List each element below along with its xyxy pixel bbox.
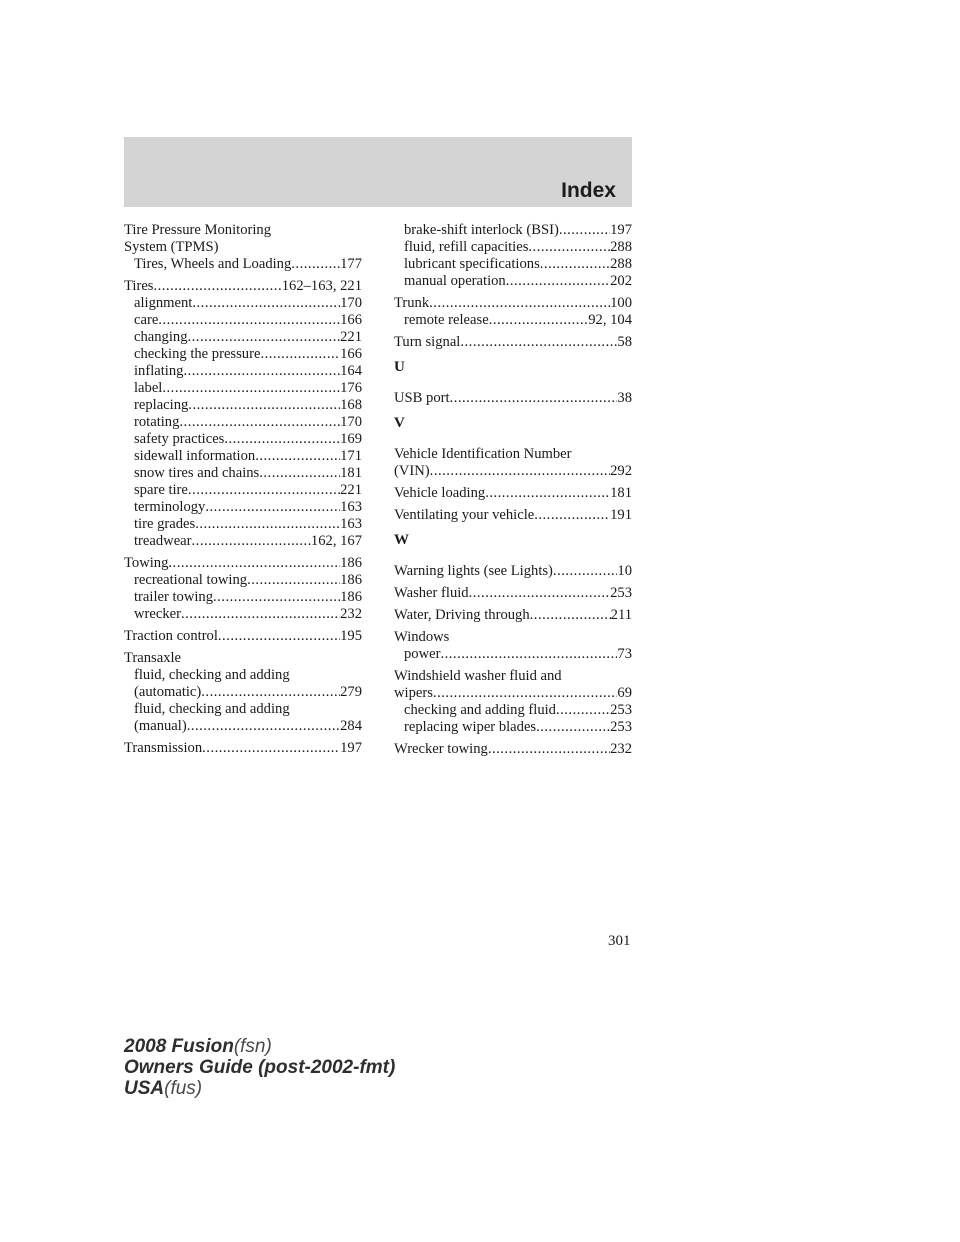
dot-leader xyxy=(247,572,340,589)
dot-leader xyxy=(183,363,340,380)
subentry-text: rotating xyxy=(134,414,180,430)
page-ref: 195 xyxy=(340,628,362,644)
dot-leader xyxy=(433,685,617,702)
index-entry-traction-control xyxy=(124,628,362,645)
index-term: Windshield washer fluid and xyxy=(394,668,562,684)
subentry-text: power xyxy=(404,646,441,662)
subentry-text: treadwear xyxy=(134,533,192,549)
index-subentry: fluid, checking and adding xyxy=(134,667,290,683)
page-ref: 176 xyxy=(340,380,362,396)
dot-leader xyxy=(260,346,340,363)
index-entry-windshield xyxy=(394,668,632,736)
index-subentry xyxy=(124,606,362,623)
subentry-text: spare tire xyxy=(134,482,188,498)
index-entry-trunk xyxy=(394,295,632,329)
subentry-text: replacing xyxy=(134,397,189,413)
index-subentry xyxy=(124,346,362,363)
term-text: Traction control xyxy=(124,628,218,644)
subentry-text: care xyxy=(134,312,159,328)
term-text: Wrecker towing xyxy=(394,741,488,757)
index-term: Windows xyxy=(394,629,450,645)
page-ref: 191 xyxy=(610,507,632,523)
index-subentry xyxy=(124,589,362,606)
subentry-text: alignment xyxy=(134,295,193,311)
index-subentry xyxy=(124,482,362,499)
dot-leader xyxy=(153,278,281,295)
subentry-text: safety practices xyxy=(134,431,225,447)
term-text: USB port xyxy=(394,390,450,406)
index-term: Transaxle xyxy=(124,650,182,666)
page-ref: 221 xyxy=(340,329,362,345)
dot-leader xyxy=(506,273,610,290)
section-letter-u: U xyxy=(394,359,405,375)
index-subentry xyxy=(124,312,362,329)
index-term xyxy=(124,555,362,572)
index-entry-tires xyxy=(124,278,362,550)
index-subentry xyxy=(394,239,632,256)
index-subentry xyxy=(124,718,362,735)
page-ref: 38 xyxy=(617,390,632,406)
page-ref: 186 xyxy=(340,572,362,588)
term-text: Transmission xyxy=(124,740,203,756)
index-entry-warning-lights xyxy=(394,563,632,580)
index-term xyxy=(394,485,632,502)
index-subentry xyxy=(124,572,362,589)
index-subentry: fluid, checking and adding xyxy=(134,701,290,717)
dot-leader xyxy=(187,718,340,735)
page-ref: 279 xyxy=(340,684,362,700)
index-entry-ventilating xyxy=(394,507,632,524)
index-subentry xyxy=(124,448,362,465)
page-ref: 169 xyxy=(340,431,362,447)
subentry-text: Tires, Wheels and Loading xyxy=(134,256,292,272)
index-entry-vin xyxy=(394,446,632,480)
page-number: 301 xyxy=(608,933,631,949)
page-ref: 171 xyxy=(340,448,362,464)
index-term xyxy=(394,507,632,524)
term-text: Ventilating your vehicle xyxy=(394,507,535,523)
index-term: Vehicle Identification Number xyxy=(394,446,572,462)
page-ref: 202 xyxy=(610,273,632,289)
page-ref: 100 xyxy=(610,295,632,311)
dot-leader xyxy=(430,463,610,480)
page-ref: 170 xyxy=(340,295,362,311)
dot-leader xyxy=(162,380,340,397)
term-text: Trunk xyxy=(394,295,430,311)
page-ref: 162–163, 221 xyxy=(281,278,362,294)
subentry-text: manual operation xyxy=(404,273,506,289)
index-subentry xyxy=(394,719,632,736)
index-subentry xyxy=(124,516,362,533)
index-subentry xyxy=(124,295,362,312)
index-term xyxy=(394,741,632,758)
dot-leader xyxy=(450,390,618,407)
page-ref: 58 xyxy=(617,334,632,350)
page-ref: 92, 104 xyxy=(588,312,632,328)
footer-guide: Owners Guide (post-2002-fmt) xyxy=(124,1057,396,1078)
index-column-right xyxy=(394,222,632,763)
index-subentry xyxy=(124,684,362,701)
page-ref: 177 xyxy=(340,256,362,272)
index-subentry xyxy=(124,380,362,397)
index-term xyxy=(394,295,632,312)
subentry-text: fluid, refill capacities xyxy=(404,239,529,255)
index-term xyxy=(394,390,632,407)
term-text: Turn signal xyxy=(394,334,461,350)
index-term: Tire Pressure Monitoring xyxy=(124,222,272,238)
subentry-text: (manual) xyxy=(134,718,187,734)
index-subentry xyxy=(124,363,362,380)
subentry-text: snow tires and chains xyxy=(134,465,260,481)
dot-leader xyxy=(181,606,340,623)
page-ref: 69 xyxy=(617,685,632,701)
dot-leader xyxy=(488,741,610,758)
page-ref: 166 xyxy=(340,312,362,328)
page-ref: 232 xyxy=(610,741,632,757)
index-entry-towing xyxy=(124,555,362,623)
dot-leader xyxy=(218,628,340,645)
dot-leader xyxy=(485,485,610,502)
section-letter-v: V xyxy=(394,415,405,431)
dot-leader xyxy=(168,555,340,572)
dot-leader xyxy=(540,256,610,273)
subentry-text: sidewall information xyxy=(134,448,256,464)
dot-leader xyxy=(489,312,589,329)
page-ref: 288 xyxy=(610,256,632,272)
subentry-text: remote release xyxy=(404,312,489,328)
page-ref: 197 xyxy=(340,740,362,756)
index-subentry xyxy=(124,533,362,550)
index-subentry xyxy=(394,256,632,273)
index-term xyxy=(394,607,632,624)
index-subentry xyxy=(394,646,632,663)
index-term xyxy=(394,563,632,580)
page-ref: 73 xyxy=(617,646,632,662)
index-column-left xyxy=(124,222,362,762)
index-term xyxy=(124,278,362,295)
subentry-text: (automatic) xyxy=(134,684,202,700)
dot-leader xyxy=(188,482,340,499)
dot-leader xyxy=(192,295,340,312)
index-term xyxy=(394,334,632,351)
subentry-text: terminology xyxy=(134,499,206,515)
page-ref: 162, 167 xyxy=(310,533,362,549)
term-text: Vehicle loading xyxy=(394,485,486,501)
page-ref: 221 xyxy=(340,482,362,498)
term-text: (VIN) xyxy=(394,463,430,479)
dot-leader xyxy=(534,507,610,524)
dot-leader xyxy=(195,516,340,533)
subentry-text: trailer towing xyxy=(134,589,214,605)
subentry-text: brake-shift interlock (BSI) xyxy=(404,222,559,238)
subentry-text: checking the pressure xyxy=(134,346,261,362)
footer-model: 2008 Fusion xyxy=(124,1036,234,1057)
dot-leader xyxy=(201,684,340,701)
index-entry-transmission xyxy=(124,740,362,757)
page-ref: 288 xyxy=(610,239,632,255)
page-ref: 186 xyxy=(340,555,362,571)
dot-leader xyxy=(213,589,340,606)
dot-leader xyxy=(202,740,340,757)
index-subentry xyxy=(394,273,632,290)
term-text: Warning lights (see Lights) xyxy=(394,563,553,579)
index-subentry xyxy=(124,465,362,482)
dot-leader xyxy=(188,329,341,346)
index-subentry xyxy=(124,397,362,414)
subentry-text: checking and adding fluid xyxy=(404,702,556,718)
index-entry-windows xyxy=(394,629,632,663)
index-term xyxy=(394,585,632,602)
page-ref: 181 xyxy=(340,465,362,481)
page-ref: 181 xyxy=(610,485,632,501)
subentry-text: inflating xyxy=(134,363,184,379)
dot-leader xyxy=(440,646,617,663)
dot-leader xyxy=(556,702,610,719)
index-entry-water-driving xyxy=(394,607,632,624)
dot-leader xyxy=(255,448,340,465)
page-ref: 211 xyxy=(610,607,632,623)
dot-leader xyxy=(291,256,340,273)
dot-leader xyxy=(192,533,311,550)
index-subentry xyxy=(124,256,362,273)
dot-leader xyxy=(224,431,340,448)
dot-leader xyxy=(559,222,610,239)
page-ref: 292 xyxy=(610,463,632,479)
term-text: Washer fluid xyxy=(394,585,469,601)
subentry-text: recreational towing xyxy=(134,572,248,588)
term-text: Water, Driving through xyxy=(394,607,530,623)
index-term xyxy=(394,685,632,702)
index-entry-usb-port xyxy=(394,390,632,407)
subentry-text: tire grades xyxy=(134,516,196,532)
index-entry-transmission-continued xyxy=(394,222,632,290)
index-entry-tpms xyxy=(124,222,362,273)
page-ref: 168 xyxy=(340,397,362,413)
subentry-text: lubricant specifications xyxy=(404,256,540,272)
term-text: wipers xyxy=(394,685,433,701)
index-term xyxy=(124,628,362,645)
section-letter-w: W xyxy=(394,532,409,548)
footer-market-code: (fus) xyxy=(164,1078,203,1099)
footer-model-code: (fsn) xyxy=(233,1036,272,1057)
page-ref: 186 xyxy=(340,589,362,605)
page-ref: 253 xyxy=(610,702,632,718)
page-ref: 253 xyxy=(610,719,632,735)
dot-leader xyxy=(179,414,340,431)
index-entry-wrecker-towing xyxy=(394,741,632,758)
footer-doc-id xyxy=(124,1036,395,1099)
index-term: System (TPMS) xyxy=(124,239,219,255)
page-ref: 166 xyxy=(340,346,362,362)
dot-leader xyxy=(205,499,340,516)
index-term xyxy=(124,740,362,757)
page-ref: 284 xyxy=(340,718,362,734)
page-ref: 197 xyxy=(610,222,632,238)
index-entry-vehicle-loading xyxy=(394,485,632,502)
term-text: Towing xyxy=(124,555,169,571)
subentry-text: label xyxy=(134,380,163,396)
dot-leader xyxy=(429,295,610,312)
page-ref: 253 xyxy=(610,585,632,601)
page-ref: 232 xyxy=(340,606,362,622)
page-ref: 163 xyxy=(340,516,362,532)
index-subentry xyxy=(124,499,362,516)
dot-leader xyxy=(460,334,617,351)
index-subentry xyxy=(394,222,632,239)
dot-leader xyxy=(536,719,610,736)
page-ref: 164 xyxy=(340,363,362,379)
index-subentry xyxy=(124,329,362,346)
index-term xyxy=(394,463,632,480)
index-subentry xyxy=(124,431,362,448)
dot-leader xyxy=(188,397,340,414)
page-ref: 170 xyxy=(340,414,362,430)
subentry-text: replacing wiper blades xyxy=(404,719,537,735)
page-ref: 163 xyxy=(340,499,362,515)
dot-leader xyxy=(530,607,611,624)
index-subentry xyxy=(394,702,632,719)
footer-market: USA xyxy=(124,1078,165,1099)
dot-leader xyxy=(259,465,340,482)
term-text: Tires xyxy=(124,278,154,294)
header-band xyxy=(124,137,632,207)
index-subentry xyxy=(394,312,632,329)
dot-leader xyxy=(158,312,340,329)
page-ref: 10 xyxy=(617,563,632,579)
dot-leader xyxy=(469,585,611,602)
dot-leader xyxy=(553,563,617,580)
subentry-text: wrecker xyxy=(134,606,181,622)
dot-leader xyxy=(528,239,610,256)
subentry-text: changing xyxy=(134,329,188,345)
page-title: Index xyxy=(561,179,616,202)
index-entry-washer-fluid xyxy=(394,585,632,602)
index-subentry xyxy=(124,414,362,431)
index-entry-turn-signal xyxy=(394,334,632,351)
index-entry-transaxle xyxy=(124,650,362,735)
